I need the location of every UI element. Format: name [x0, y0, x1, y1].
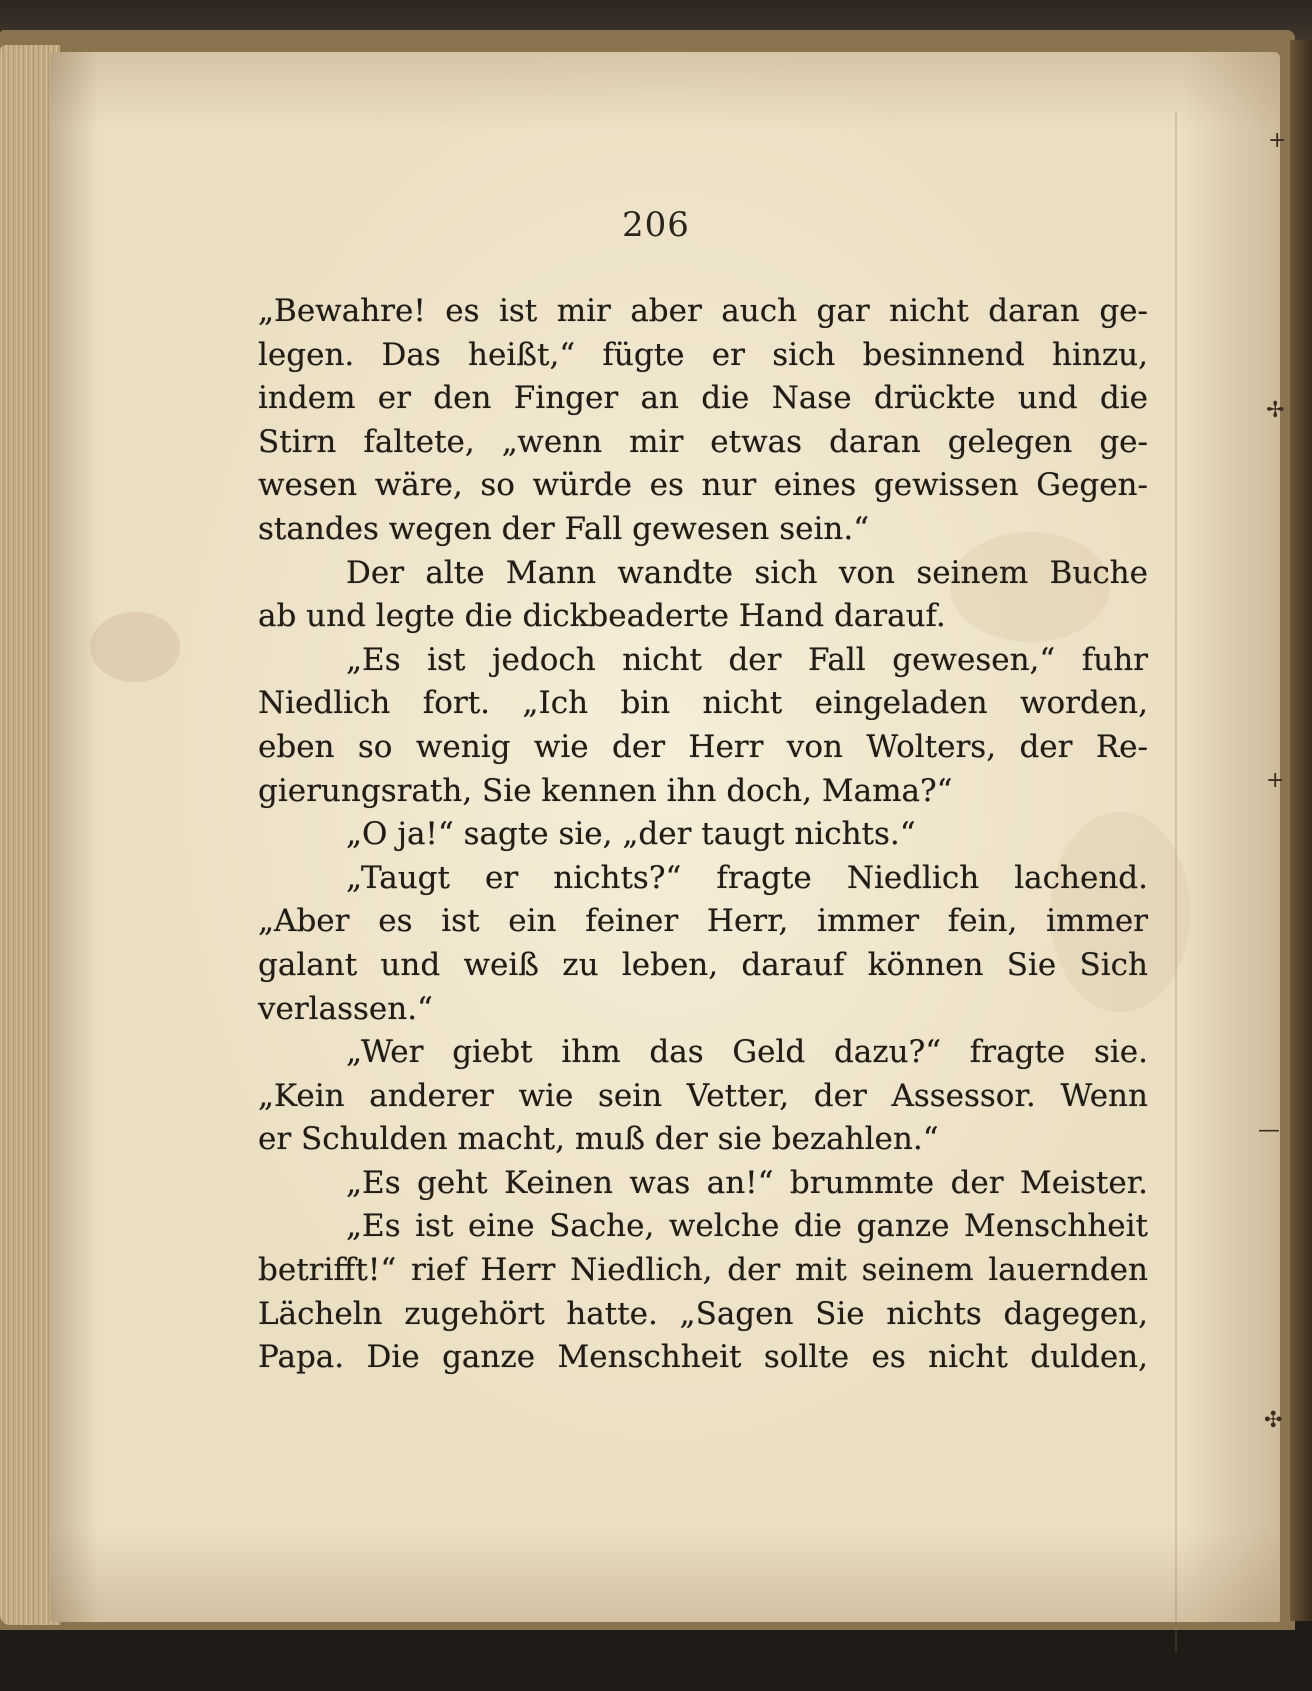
- text-line: „Bewahre! es ist mir aber auch gar nicht daran ge-: [258, 293, 1148, 329]
- text-line: legen. Das heißt,“ fügte er sich besinnend hinzu,: [258, 336, 1148, 373]
- book-cover-right-edge: [1290, 40, 1312, 1621]
- margin-mark: —: [1258, 1118, 1280, 1143]
- text-line: wesen wäre, so würde es nur eines gewissen Gegen-: [258, 467, 1148, 504]
- text-line: „Es ist jedoch nicht der Fall gewesen,“ fuhr: [346, 641, 1148, 678]
- margin-mark: +: [1268, 128, 1287, 153]
- text-line: betrifft!“ rief Herr Niedlich, der mit seinem lauernden: [258, 1252, 1148, 1289]
- margin-mark: ✢: [1266, 398, 1285, 423]
- text-line: „Aber es ist ein feiner Herr, immer fein, immer: [258, 903, 1148, 940]
- text-line: Papa. Die ganze Menschheit sollte es nicht dulden,: [258, 1339, 1148, 1376]
- text-line: „Es ist eine Sache, welche die ganze Menschheit: [346, 1208, 1148, 1245]
- margin-mark: +: [1266, 768, 1285, 793]
- text-line: „Wer giebt ihm das Geld dazu?“ fragte sie.: [346, 1034, 1148, 1071]
- page-number: 206: [622, 205, 690, 245]
- text-line: galant und weiß zu leben, darauf können Sie Sich: [258, 946, 1148, 983]
- text-line: er Schulden macht, muß der sie bezahlen.“: [258, 1121, 939, 1158]
- text-line: Niedlich fort. „Ich bin nicht eingeladen worden,: [258, 685, 1148, 722]
- text-line: eben so wenig wie der Herr von Wolters, der Re-: [258, 728, 1148, 765]
- foxing-stain: [90, 612, 180, 682]
- text-line: ab und legte die dickbeaderte Hand darauf.: [258, 598, 946, 635]
- text-line: „Es geht Keinen was an!“ brummte der Meister.: [346, 1164, 1148, 1201]
- text-line: indem er den Finger an die Nase drückte und die: [258, 380, 1148, 417]
- text-line: „Taugt er nichts?“ fragte Niedlich lachend.: [346, 859, 1148, 896]
- text-line: verlassen.“: [258, 990, 433, 1027]
- text-line: gierungsrath, Sie kennen ihn doch, Mama?“: [258, 772, 953, 809]
- text-line: Der alte Mann wandte sich von seinem Buche: [346, 554, 1148, 591]
- text-line: standes wegen der Fall gewesen sein.“: [258, 510, 870, 547]
- margin-mark: ✣: [1264, 1408, 1283, 1433]
- text-line: „Kein anderer wie sein Vetter, der Assessor. Wenn: [258, 1077, 1148, 1114]
- text-line: Stirn faltete, „wenn mir etwas daran gelegen ge-: [258, 423, 1148, 460]
- page-fold-line: [1175, 112, 1177, 1652]
- text-line: Lächeln zugehört hatte. „Sagen Sie nichts dagegen,: [258, 1295, 1148, 1332]
- text-line: „O ja!“ sagte sie, „der taugt nichts.“: [346, 816, 916, 853]
- body-text: [258, 290, 1148, 1380]
